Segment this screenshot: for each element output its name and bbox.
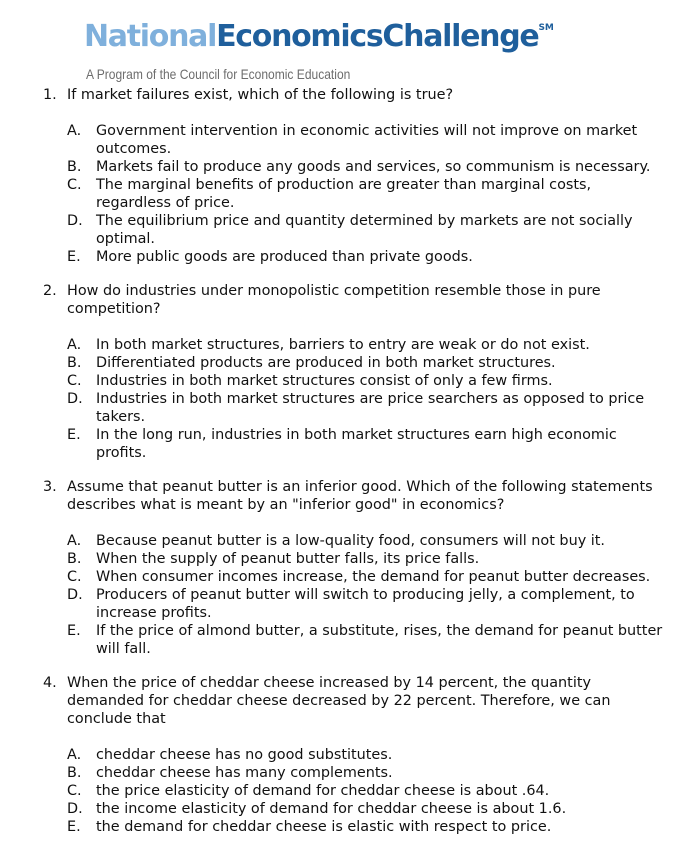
question-number: 4. [43, 675, 57, 691]
choice-letter: C. [67, 783, 82, 799]
choice-letter: A. [67, 533, 82, 549]
choice-text: cheddar cheese has no good substitutes. [96, 747, 393, 763]
choice-letter: C. [67, 569, 82, 585]
choice-letter: E. [67, 249, 81, 265]
choice-a [0, 532, 677, 550]
choice-letter: A. [67, 123, 82, 139]
choice-c [0, 176, 677, 212]
question-text: Assume that peanut butter is an inferior good. Which of the following statements describes what is meant by an "inferior good" in economics? [67, 479, 653, 513]
logo-national-text: National [84, 19, 217, 54]
service-mark: SM [538, 23, 554, 33]
choice-e [0, 622, 677, 658]
choice-text: In the long run, industries in both market structures earn high economic profits. [96, 427, 617, 461]
choice-letter: B. [67, 551, 82, 567]
choice-letter: A. [67, 337, 82, 353]
logo-challenge-text: Challenge [382, 19, 539, 54]
choice-e [0, 426, 677, 462]
question-1 [0, 86, 677, 266]
choice-c [0, 372, 677, 390]
choice-c [0, 782, 677, 800]
choice-text: In both market structures, barriers to entry are weak or do not exist. [96, 337, 590, 353]
choice-text: Industries in both market structures consist of only a few firms. [96, 373, 553, 389]
choice-letter: D. [67, 391, 83, 407]
answer-choices [0, 122, 677, 266]
choice-letter: B. [67, 355, 82, 371]
choice-text: the price elasticity of demand for cheddar cheese is about .64. [96, 783, 550, 799]
question-list [0, 86, 677, 852]
choice-text: cheddar cheese has many complements. [96, 765, 393, 781]
choice-letter: E. [67, 623, 81, 639]
choice-text: Industries in both market structures are price searchers as opposed to price takers. [96, 391, 645, 425]
choice-d [0, 800, 677, 818]
choice-c [0, 568, 677, 586]
choice-text: Government intervention in economic activities will not improve on market outcomes. [96, 123, 638, 157]
choice-letter: E. [67, 427, 81, 443]
choice-text: When the supply of peanut butter falls, its price falls. [96, 551, 480, 567]
page-header [0, 0, 677, 86]
choice-letter: A. [67, 747, 82, 763]
choice-b [0, 764, 677, 782]
logo-national-economics-challenge [84, 19, 554, 54]
choice-a [0, 336, 677, 354]
question-3 [0, 478, 677, 658]
choice-text: the income elasticity of demand for cheddar cheese is about 1.6. [96, 801, 567, 817]
tagline: A Program of the Council for Economic Education [86, 66, 351, 82]
choice-b [0, 550, 677, 568]
choice-letter: C. [67, 373, 82, 389]
choice-b [0, 158, 677, 176]
choice-letter: C. [67, 177, 82, 193]
choice-text: Differentiated products are produced in both market structures. [96, 355, 556, 371]
choice-b [0, 354, 677, 372]
choice-d [0, 586, 677, 622]
choice-text: When consumer incomes increase, the demand for peanut butter decreases. [96, 569, 651, 585]
choice-d [0, 390, 677, 426]
question-text: If market failures exist, which of the following is true? [67, 87, 454, 103]
answer-choices [0, 532, 677, 658]
choice-letter: D. [67, 587, 83, 603]
choice-text: More public goods are produced than private goods. [96, 249, 473, 265]
choice-text: the demand for cheddar cheese is elastic with respect to price. [96, 819, 552, 835]
answer-choices [0, 746, 677, 836]
choice-text: Producers of peanut butter will switch to producing jelly, a complement, to increase profits. [96, 587, 635, 621]
logo-economics-text: Economics [216, 19, 383, 54]
question-2 [0, 282, 677, 462]
choice-text: Because peanut butter is a low-quality food, consumers will not buy it. [96, 533, 605, 549]
choice-letter: D. [67, 801, 83, 817]
question-number: 1. [43, 87, 57, 103]
answer-choices [0, 336, 677, 462]
choice-letter: E. [67, 819, 81, 835]
choice-text: Markets fail to produce any goods and services, so communism is necessary. [96, 159, 651, 175]
choice-e [0, 818, 677, 836]
question-number: 2. [43, 283, 57, 299]
choice-letter: B. [67, 765, 82, 781]
question-number: 3. [43, 479, 57, 495]
choice-letter: D. [67, 213, 83, 229]
choice-a [0, 122, 677, 158]
choice-text: If the price of almond butter, a substitute, rises, the demand for peanut butter will fall. [96, 623, 663, 657]
choice-d [0, 212, 677, 248]
choice-text: The equilibrium price and quantity determined by markets are not socially optimal. [96, 213, 633, 247]
choice-e [0, 248, 677, 266]
question-text: When the price of cheddar cheese increased by 14 percent, the quantity demanded for cheddar cheese decreased by 22 percent. Therefore, we can conclude that [67, 675, 611, 727]
question-text: How do industries under monopolistic competition resemble those in pure competition? [67, 283, 601, 317]
choice-a [0, 746, 677, 764]
choice-letter: B. [67, 159, 82, 175]
question-4 [0, 674, 677, 836]
choice-text: The marginal benefits of production are greater than marginal costs, regardless of price. [96, 177, 592, 211]
